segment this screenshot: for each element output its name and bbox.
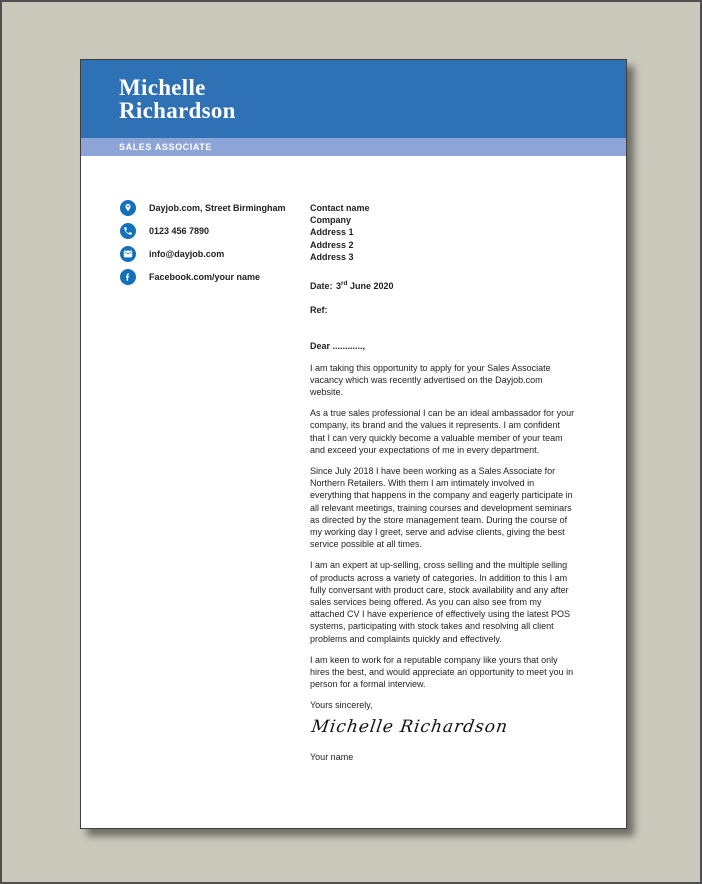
paragraph: I am an expert at up-selling, cross selling and the multiple selling of products across a variety of categories. In addition to this I am fully conversant with product care, stock availability and any after sales services being offered. As you can also see from my attached CV I have experience of effectively using the latest POS systems, participating with stock takes and resolving all client problems and complaints quickly and effectively. [310,560,570,644]
paragraph: I am taking this opportunity to apply for your Sales Associate vacancy which was recently advertised on the Dayjob.com website. [310,362,551,398]
person-last-name: Richardson [119,98,236,123]
person-first-name: Michelle [119,74,206,100]
salutation: Dear ............, [310,341,366,352]
recipient-line: Contact name [310,203,370,213]
paragraph: As a true sales professional I can be an ideal ambassador for your company, its brand and the values it represents. I am confident that I can very quickly become a valuable member of your team and exceed your expectations of me in every department. [310,408,575,455]
paragraph: Since July 2018 I have been working as a Sales Associate for Northern Retailers. With them I am intimately involved in everything that happens in the company and eagerly participate in all relevant meetings, training courses and development seminars as directed by the store management team. During the course of my working day I greet, serve and advise clients, giving the best service possible at all times. [310,466,573,550]
header-band [81,60,626,138]
signoff-name: Your name [310,751,354,762]
date-label: Date: [310,281,333,292]
recipient-line: Address 3 [310,251,354,262]
recipient-block [310,202,576,263]
contact-email-text: info@dayjob.com [149,249,225,259]
contact-facebook-text: Facebook.com/your name [149,272,261,282]
signature-script: Michelle Richardson [310,716,510,737]
contact-item-email [120,246,300,262]
job-title-bar [81,138,626,156]
email-icon [120,246,136,262]
contact-address-text: Dayjob.com, Street Birmingham [149,203,286,213]
contact-phone-text: 0123 456 7890 [149,226,210,236]
closing: Yours sincerely, [310,699,373,710]
contact-item-phone [120,223,300,239]
letter-body [310,202,576,763]
contact-item-address [120,200,300,216]
job-title: SALES ASSOCIATE [119,142,213,152]
cover-letter-page [80,59,627,829]
contact-item-facebook [120,269,300,285]
date-line [310,280,576,292]
location-pin-icon [120,200,136,216]
recipient-line: Address 2 [310,239,354,250]
date-day: 3 [336,281,342,292]
paragraph: I am keen to work for a reputable company like yours that only hires the best, and would appreciate an opportunity to meet you in person for a formal interview. [310,654,574,690]
phone-icon [120,223,136,239]
date-ordinal-suffix: rd [341,280,348,288]
contact-list [120,200,300,292]
recipient-line: Address 1 [310,227,354,238]
facebook-icon [120,269,136,285]
date-rest: June 2020 [347,281,394,292]
ref-line: Ref: [310,305,328,316]
recipient-line: Company [310,215,352,226]
